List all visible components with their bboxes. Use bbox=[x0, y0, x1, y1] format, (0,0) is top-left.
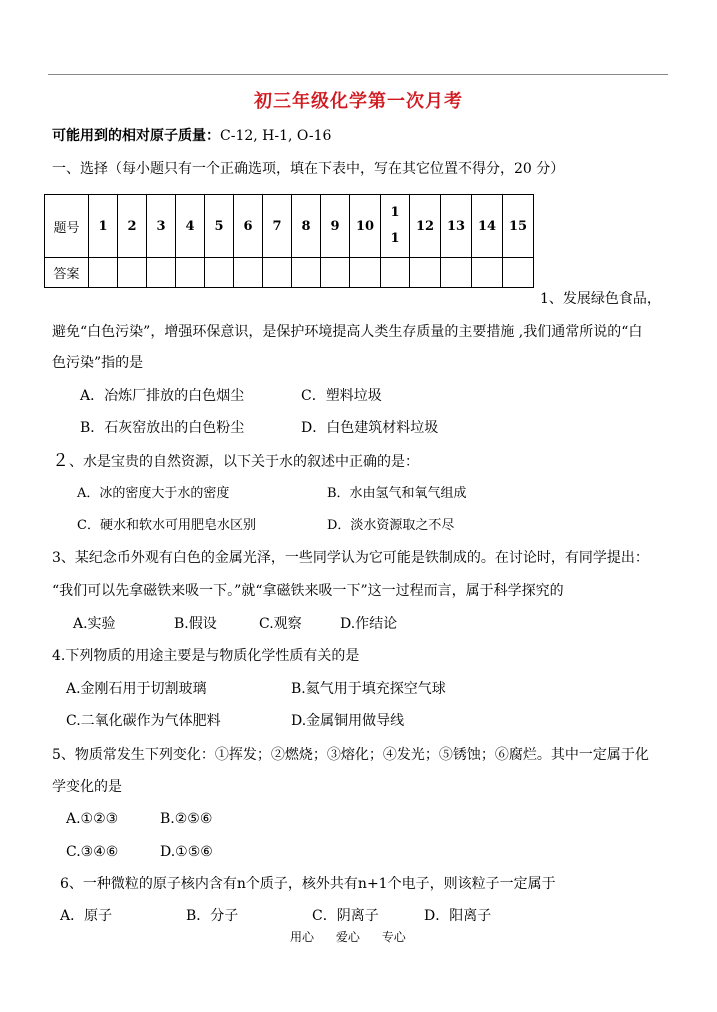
table-number-15: 15 bbox=[503, 195, 534, 258]
q2-option-c: C．硬水和软水可用肥皂水区别 bbox=[77, 518, 256, 533]
table-number-4: 4 bbox=[176, 195, 205, 258]
q4-option-d: D.金属铜用做导线 bbox=[291, 713, 405, 729]
q6-option-b: B．分子 bbox=[186, 908, 239, 924]
table-number-1: 1 bbox=[89, 195, 118, 258]
q3-option-c: C.观察 bbox=[259, 616, 302, 632]
q3-line-2: “我们可以先拿磁铁来吸一下。”就“拿磁铁来吸一下”这一过程而言，属于科学探究的 bbox=[52, 583, 564, 599]
q4-option-c: C.二氧化碳作为气体肥料 bbox=[66, 713, 221, 729]
q5-option-c: C.③④⑥ bbox=[66, 844, 119, 860]
answer-cell-3[interactable] bbox=[147, 258, 176, 288]
answer-cell-15[interactable] bbox=[503, 258, 534, 288]
q4-option-a: A.金刚石用于切割玻璃 bbox=[66, 681, 207, 697]
answer-table-number-row bbox=[45, 195, 534, 258]
page-title: 初三年级化学第一次月考 bbox=[254, 91, 463, 112]
q2-option-d: D．淡水资源取之不尽 bbox=[327, 518, 455, 533]
q5-line-1: 5、物质常发生下列变化：①挥发；②燃烧；③熔化；④发光；⑤锈蚀；⑥腐烂。其中一定属于化 bbox=[52, 747, 649, 763]
q2-stem-line bbox=[52, 451, 419, 472]
q6-stem: 6、一种微粒的原子核内含有n个质子，核外共有n+1个电子，则该粒子一定属于 bbox=[60, 876, 556, 892]
q2-option-a: A．冰的密度大于水的密度 bbox=[77, 486, 230, 501]
header-rule bbox=[48, 74, 668, 75]
table-number-6: 6 bbox=[234, 195, 263, 258]
answer-table-answer-row bbox=[45, 258, 534, 288]
q1-line-1: 1、发展绿色食品， bbox=[540, 291, 661, 307]
table-number-10: 10 bbox=[350, 195, 381, 258]
answer-cell-1[interactable] bbox=[89, 258, 118, 288]
table-number-7: 7 bbox=[263, 195, 292, 258]
answer-cell-9[interactable] bbox=[321, 258, 350, 288]
q3-option-a: A.实验 bbox=[73, 616, 116, 632]
answer-cell-10[interactable] bbox=[350, 258, 381, 288]
q6-option-d: D．阳离子 bbox=[424, 908, 492, 924]
q1-option-d: D．白色建筑材料垃圾 bbox=[301, 420, 439, 436]
q5-option-a: A.①②③ bbox=[66, 811, 119, 827]
table-number-9: 9 bbox=[321, 195, 350, 258]
atomic-masses-label: 可能用到的相对原子质量： bbox=[52, 128, 220, 144]
answer-cell-8[interactable] bbox=[292, 258, 321, 288]
answer-cell-11[interactable] bbox=[381, 258, 410, 288]
q3-option-d: D.作结论 bbox=[340, 616, 398, 632]
table-number-11 bbox=[381, 195, 410, 258]
q2-stem: 、水是宝贵的自然资源，以下关于水的叙述中正确的是： bbox=[69, 454, 419, 470]
table-number-5: 5 bbox=[205, 195, 234, 258]
answer-cell-12[interactable] bbox=[410, 258, 441, 288]
table-number-11-bottom: 1 bbox=[390, 231, 400, 246]
q2-option-b: B．水由氢气和氧气组成 bbox=[327, 486, 467, 501]
q5-line-2: 学变化的是 bbox=[52, 779, 122, 795]
page-footer bbox=[290, 928, 424, 945]
table-number-3: 3 bbox=[147, 195, 176, 258]
q1-option-a: A．冶炼厂排放的白色烟尘 bbox=[80, 388, 245, 404]
q6-option-c: C．阴离子 bbox=[312, 908, 379, 924]
answer-cell-13[interactable] bbox=[441, 258, 472, 288]
table-number-8: 8 bbox=[292, 195, 321, 258]
table-number-13: 13 bbox=[441, 195, 472, 258]
atomic-masses-values: C-12, H-1, O-16 bbox=[220, 128, 332, 144]
q1-option-b: B．石灰窑放出的白色粉尘 bbox=[80, 420, 245, 436]
answer-cell-14[interactable] bbox=[472, 258, 503, 288]
answer-cell-5[interactable] bbox=[205, 258, 234, 288]
q5-option-b: B.②⑤⑥ bbox=[160, 811, 213, 827]
table-number-2: 2 bbox=[118, 195, 147, 258]
q6-option-a: A．原子 bbox=[60, 908, 113, 924]
table-header-question-number: 题号 bbox=[45, 195, 89, 258]
table-header-answer: 答案 bbox=[45, 258, 89, 288]
q3-line-1: 3、某纪念币外观有白色的金属光泽，一些同学认为它可能是铁制成的。在讨论时，有同学提出： bbox=[52, 550, 649, 566]
q2-number: ２ bbox=[52, 451, 69, 471]
q1-line-2: 避免“白色污染”，增强环保意识，是保护环境提高人类生存质量的主要措施 ,我们通常所说的“白 bbox=[52, 324, 643, 340]
q5-option-d: D.①⑤⑥ bbox=[160, 844, 213, 860]
footer-word-2: 爱心 bbox=[335, 930, 360, 944]
answer-cell-2[interactable] bbox=[118, 258, 147, 288]
footer-word-3: 专心 bbox=[381, 930, 406, 944]
q3-option-b: B.假设 bbox=[174, 616, 217, 632]
table-number-12: 12 bbox=[410, 195, 441, 258]
footer-word-1: 用心 bbox=[290, 930, 315, 944]
answer-cell-6[interactable] bbox=[234, 258, 263, 288]
table-number-14: 14 bbox=[472, 195, 503, 258]
answer-table bbox=[44, 194, 534, 288]
q1-line-3: 色污染”指的是 bbox=[52, 355, 144, 371]
q1-option-c: C．塑料垃圾 bbox=[301, 388, 382, 404]
answer-cell-7[interactable] bbox=[263, 258, 292, 288]
q4-option-b: B.氦气用于填充探空气球 bbox=[291, 681, 446, 697]
atomic-masses-line bbox=[52, 126, 331, 146]
table-number-11-top: 1 bbox=[390, 205, 400, 220]
answer-cell-4[interactable] bbox=[176, 258, 205, 288]
section-1-heading: 一、选择（每小题只有一个正确选项，填在下表中，写在其它位置不得分，20 分） bbox=[52, 161, 565, 177]
q4-stem: 4.下列物质的用途主要是与物质化学性质有关的是 bbox=[52, 648, 360, 664]
